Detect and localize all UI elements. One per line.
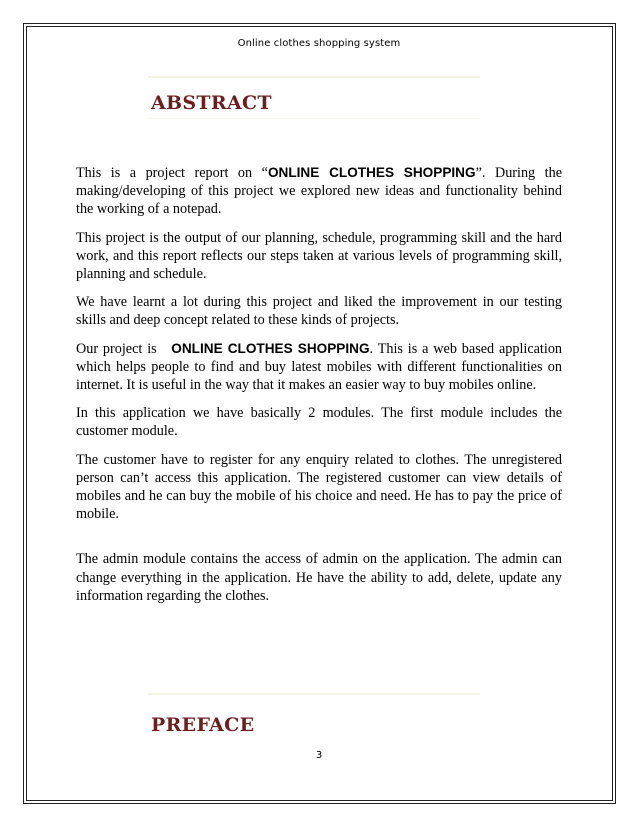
paragraph: This is a project report on “ONLINE CLOTHES SHOPPING”. During the making/developing of this project we explored new ideas and functionality behind the working of a notepad. [76, 165, 563, 218]
paragraph: This project is the output of our planning, schedule, programming skill and the hard work, and this report reflects our steps taken at various levels of programming skill, planning and schedule. [76, 229, 562, 283]
paragraph: Our project is ONLINE CLOTHES SHOPPING. This is a web based application which helps people to find and buy latest mobiles with different functionalities on internet. It is useful in the way that it makes an easier way to buy mobiles online. [76, 340, 563, 394]
project-name: ONLINE CLOTHES SHOPPING [267, 165, 476, 180]
abstract-heading: ABSTRACT [151, 92, 272, 114]
abstract-body [76, 164, 562, 615]
project-name: ONLINE CLOTHES SHOPPING [171, 340, 370, 356]
heading-rule [148, 693, 480, 695]
heading-rule [148, 76, 480, 78]
paragraph: The customer have to register for any enquiry related to clothes. The unregistered person can’t access this application. The registered customer can view details of mobiles and he can buy the mobile of his choice and need. He has to pay the price of mobile. [76, 451, 562, 523]
running-header: Online clothes shopping system [237, 38, 401, 49]
heading-rule [148, 118, 480, 119]
preface-heading: PREFACE [151, 714, 255, 736]
page-number: 3 [315, 750, 323, 761]
paragraph: We have learnt a lot during this project and liked the improvement in our testing skills and deep concept related to these kinds of projects. [76, 294, 562, 329]
paragraph: In this application we have basically 2 modules. The first module includes the customer module. [76, 405, 562, 440]
paragraph: The admin module contains the access of admin on the application. The admin can change everything in the application. He have the ability to add, delete, update any information regarding the clothes. [76, 551, 562, 604]
